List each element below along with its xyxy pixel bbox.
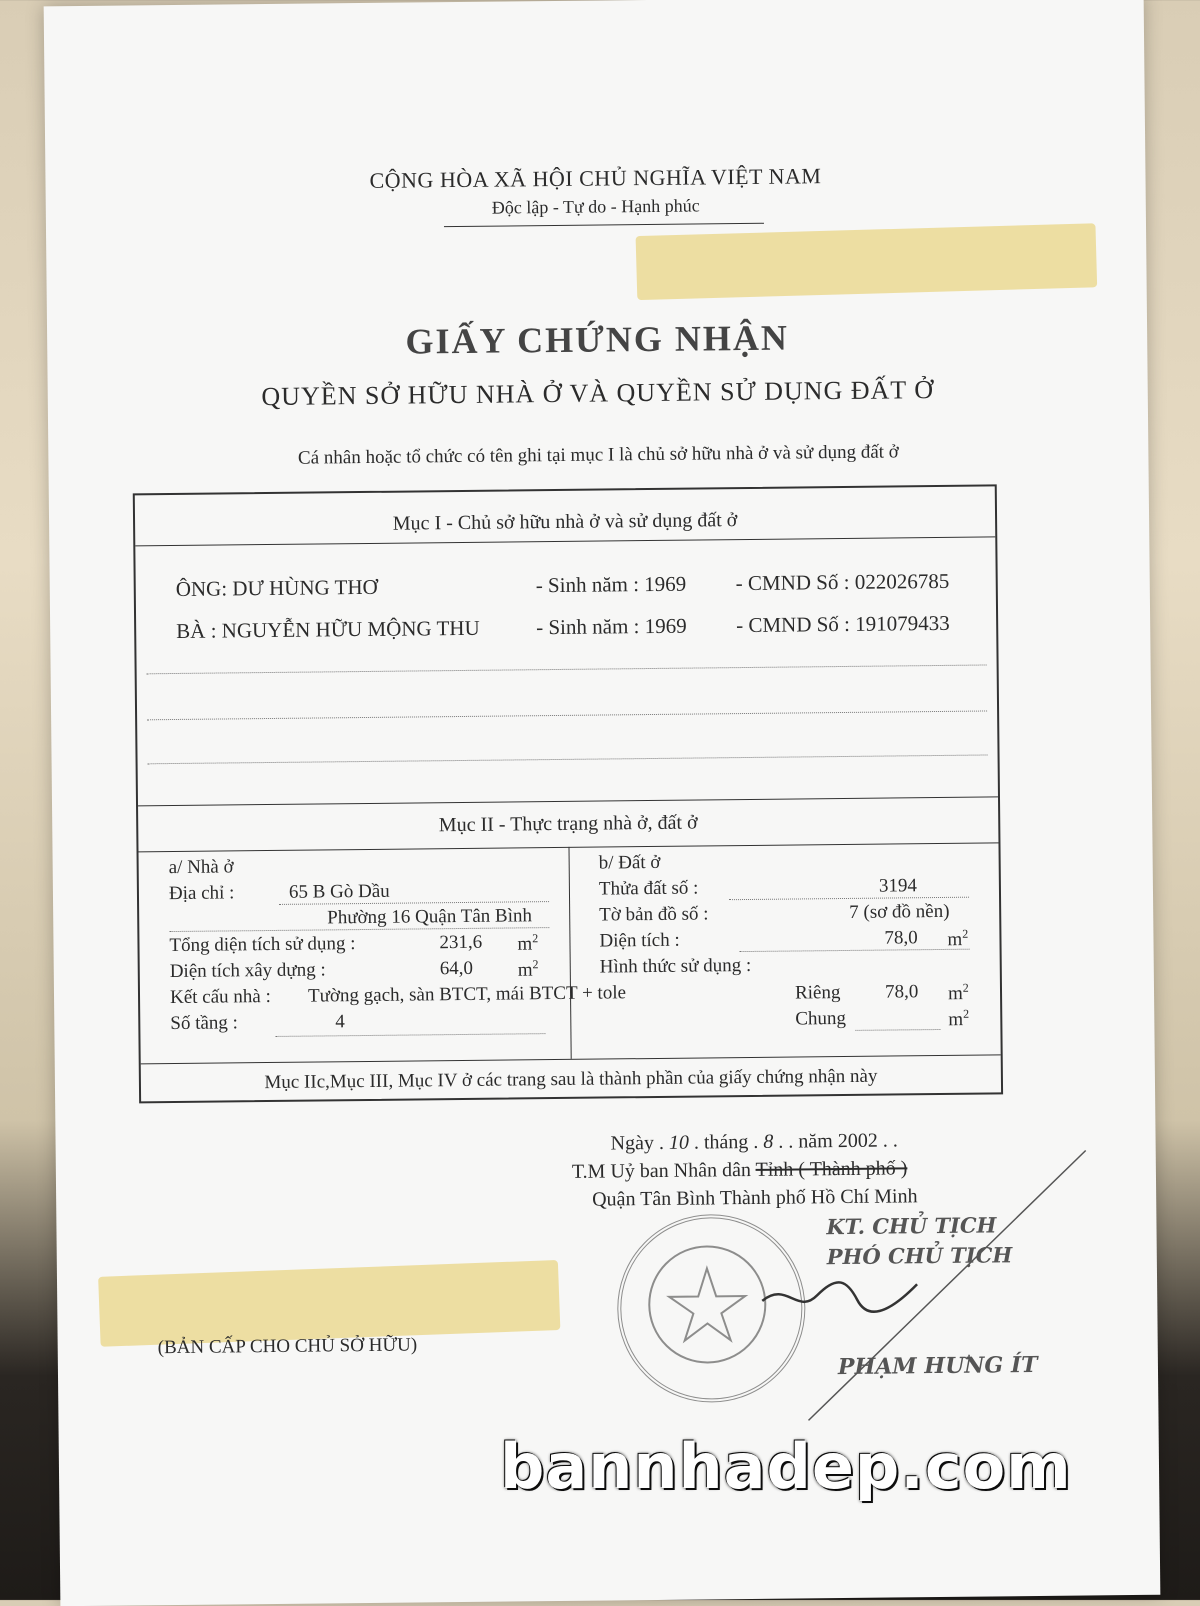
owner-2-name: BÀ : NGUYỄN HỮU MỘNG THU bbox=[176, 615, 480, 643]
shared-label: Chung bbox=[795, 1007, 847, 1030]
map-label: Tờ bản đồ số : bbox=[599, 903, 709, 926]
nation-title: CỘNG HÒA XÃ HỘI CHỦ NGHĨA VIỆT NAM bbox=[369, 163, 822, 193]
intro-text: Cá nhân hoặc tổ chức có tên ghi tại mục I là chủ sở hữu nhà ở và sử dụng đất ở bbox=[297, 441, 899, 469]
structure-value: Tường gạch, sàn BTCT, mái BTCT + tole bbox=[307, 982, 627, 1007]
total-area-value: 231,6 bbox=[439, 931, 483, 954]
plot-label: Thửa đất số : bbox=[598, 877, 699, 900]
issuer-line2: Quận Tân Bình Thành phố Hồ Chí Minh bbox=[592, 1185, 918, 1211]
issue-date: Ngày . 10 . tháng . 8 . . năm 2002 . . bbox=[610, 1129, 898, 1155]
total-area-unit: $m^2$ bbox=[517, 931, 539, 955]
divider bbox=[135, 536, 995, 546]
copy-note: (BẢN CẤP CHO CHỦ SỞ HỮU) bbox=[157, 1334, 418, 1359]
motto: Độc lập - Tự do - Hạnh phúc bbox=[491, 195, 700, 218]
address-value: 65 B Gò Dầu bbox=[288, 880, 390, 903]
fill-line bbox=[729, 897, 969, 901]
structure-label: Kết cấu nhà : bbox=[169, 986, 271, 1009]
land-area-label: Diện tích : bbox=[599, 929, 680, 952]
redaction-tape bbox=[98, 1260, 560, 1347]
main-table bbox=[133, 484, 1003, 1103]
redaction-tape bbox=[636, 223, 1098, 300]
divider bbox=[138, 796, 998, 806]
shared-unit: $m^2$ bbox=[948, 1006, 970, 1031]
role-line1: KT. CHỦ TỊCH bbox=[826, 1212, 997, 1240]
section1-heading: Mục I - Chủ sở hữu nhà ở và sử dụng đất ở bbox=[392, 509, 738, 535]
plot-value: 3194 bbox=[878, 875, 918, 897]
document-title: GIẤY CHỨNG NHẬN bbox=[405, 317, 790, 362]
ward-value: Phường 16 Quận Tân Bình bbox=[327, 905, 533, 929]
owner-1-id: - CMND Số : 022026785 bbox=[735, 568, 950, 596]
owner-1-name: ÔNG: DƯ HÙNG THƠ bbox=[175, 574, 378, 601]
total-area-label: Tổng diện tích sử dụng : bbox=[169, 933, 356, 957]
document-subtitle: QUYỀN SỞ HỮU NHÀ Ở VÀ QUYỀN SỬ DỤNG ĐẤT Ở bbox=[261, 375, 935, 412]
usage-label: Hình thức sử dụng : bbox=[599, 954, 752, 978]
private-label: Riêng bbox=[794, 982, 841, 1004]
issuer-line1: T.M Uỷ ban Nhân dân Tỉnh ( Thành phố ) bbox=[571, 1157, 908, 1183]
column-divider bbox=[568, 847, 571, 1059]
watermark: bannhadep.com bbox=[500, 1430, 1072, 1503]
owner-1-birth: - Sinh năm : 1969 bbox=[535, 571, 687, 598]
build-area-value: 64,0 bbox=[439, 957, 474, 980]
map-value: 7 (sơ đồ nền) bbox=[849, 900, 950, 923]
fill-line bbox=[740, 949, 970, 952]
build-area-label: Diện tích xây dựng : bbox=[169, 959, 326, 983]
signer-name: PHẠM HƯNG ÍT bbox=[837, 1351, 1038, 1381]
build-area-unit: $m^2$ bbox=[517, 957, 539, 981]
house-label: a/ Nhà ở bbox=[168, 856, 234, 879]
floors-label: Số tầng : bbox=[170, 1012, 238, 1035]
owner-2-id: - CMND Số : 191079433 bbox=[736, 610, 950, 638]
address-label: Địa chỉ : bbox=[168, 882, 235, 905]
fill-line bbox=[855, 1029, 940, 1031]
blank-line bbox=[148, 754, 988, 764]
floors-value: 4 bbox=[335, 1011, 345, 1033]
land-area-value: 78,0 bbox=[884, 927, 918, 949]
land-area-unit: $m^2$ bbox=[947, 926, 969, 951]
private-unit: $m^2$ bbox=[947, 980, 969, 1005]
section2-heading: Mục II - Thực trạng nhà ở, đất ở bbox=[438, 811, 698, 837]
land-label: b/ Đất ở bbox=[598, 851, 661, 874]
role-line2: PHÓ CHỦ TỊCH bbox=[826, 1242, 1013, 1270]
owner-2-birth: - Sinh năm : 1969 bbox=[536, 613, 687, 640]
private-value: 78,0 bbox=[884, 981, 919, 1003]
certificate-page bbox=[44, 0, 1161, 1606]
footer-note: Mục IIc,Mục III, Mục IV ở các trang sau là thành phần của giấy chứng nhận này bbox=[264, 1065, 878, 1094]
blank-line bbox=[147, 664, 987, 674]
cross-out-line bbox=[796, 1145, 1099, 1428]
blank-line bbox=[147, 710, 987, 720]
fill-line bbox=[275, 1033, 545, 1037]
motto-underline bbox=[444, 223, 764, 227]
